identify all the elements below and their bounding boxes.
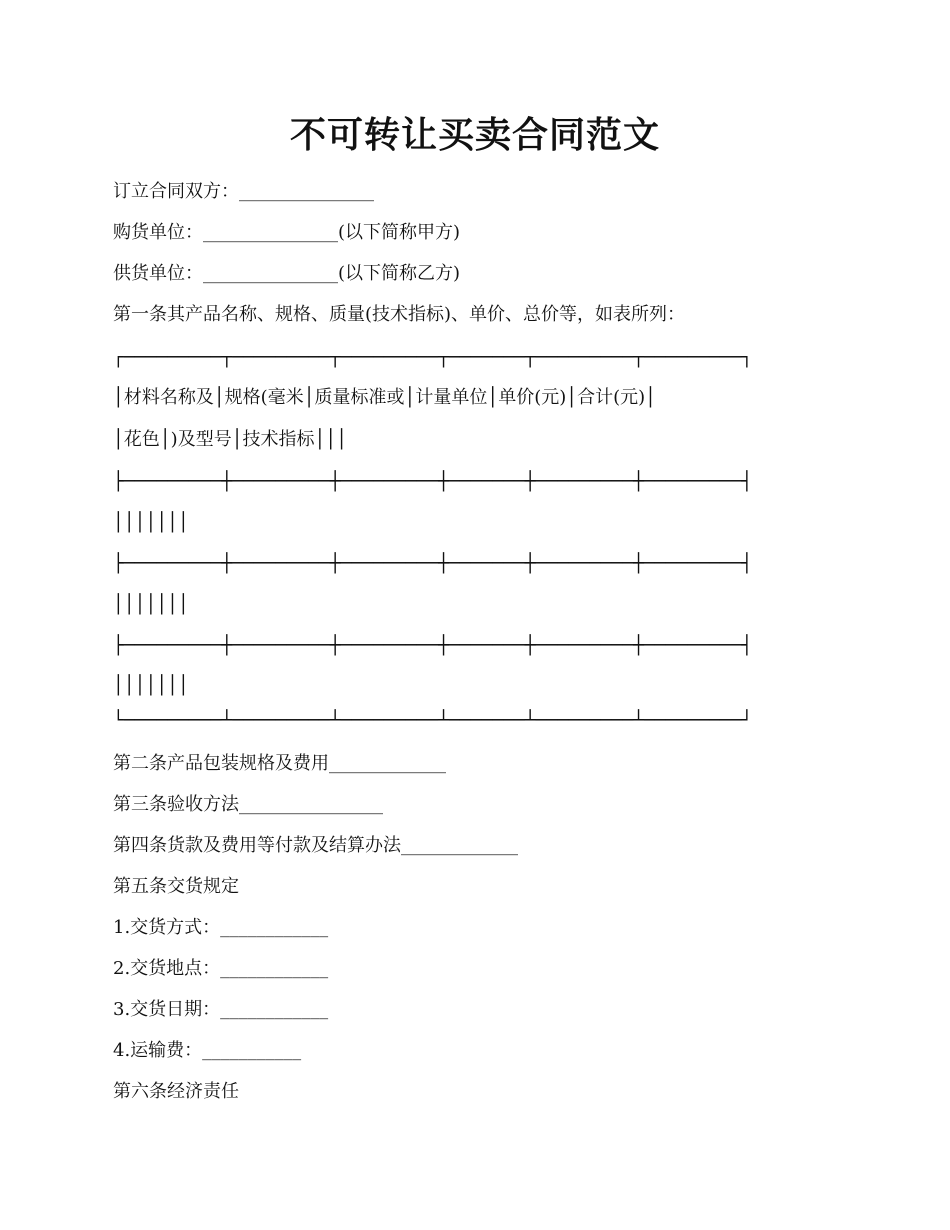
intro-line-buyer: 购货单位：_______________(以下简称甲方) bbox=[113, 222, 461, 243]
table-line: ├─────────┼─────────┼─────────┼───────┼─────────┼─────────┤ bbox=[113, 471, 753, 492]
intro-line-parties: 订立合同双方：_______________ bbox=[113, 181, 374, 202]
table-line: └─────────┴─────────┴─────────┴───────┴─────────┴─────────┘ bbox=[113, 710, 753, 731]
table-line: ┌─────────┬─────────┬─────────┬───────┬─────────┬─────────┐ bbox=[113, 347, 753, 368]
table-line: ├─────────┼─────────┼─────────┼───────┼─────────┼─────────┤ bbox=[113, 553, 753, 574]
clause-2: 第二条产品包装规格及费用_____________ bbox=[113, 753, 446, 774]
table-line: ├─────────┼─────────┼─────────┼───────┼─────────┼─────────┤ bbox=[113, 635, 753, 656]
clause-1-heading: 第一条其产品名称、规格、质量(技术指标)、单价、总价等，如表所列： bbox=[113, 304, 686, 325]
table-line: │││││││ bbox=[113, 512, 189, 533]
clause-5-heading: 第五条交货规定 bbox=[113, 876, 239, 897]
delivery-date: 3.交货日期：____________ bbox=[113, 999, 329, 1020]
clause-3: 第三条验收方法________________ bbox=[113, 794, 383, 815]
table-line: │││││││ bbox=[113, 675, 189, 696]
clause-6-heading: 第六条经济责任 bbox=[113, 1081, 239, 1102]
intro-line-seller: 供货单位：_______________(以下简称乙方) bbox=[113, 263, 461, 284]
clause-4: 第四条货款及费用等付款及结算办法_____________ bbox=[113, 835, 518, 856]
table-line: │││││││ bbox=[113, 594, 189, 615]
table-line: │花色│)及型号│技术指标│││ bbox=[113, 429, 348, 450]
delivery-location: 2.交货地点：____________ bbox=[113, 958, 329, 979]
table-line: │材料名称及│规格(毫米│质量标准或│计量单位│单价(元)│合计(元)│ bbox=[113, 387, 656, 408]
document-title: 不可转让买卖合同范文 bbox=[289, 114, 660, 156]
transport-fee: 4.运输费：___________ bbox=[113, 1040, 302, 1061]
delivery-method: 1.交货方式：____________ bbox=[113, 917, 329, 938]
